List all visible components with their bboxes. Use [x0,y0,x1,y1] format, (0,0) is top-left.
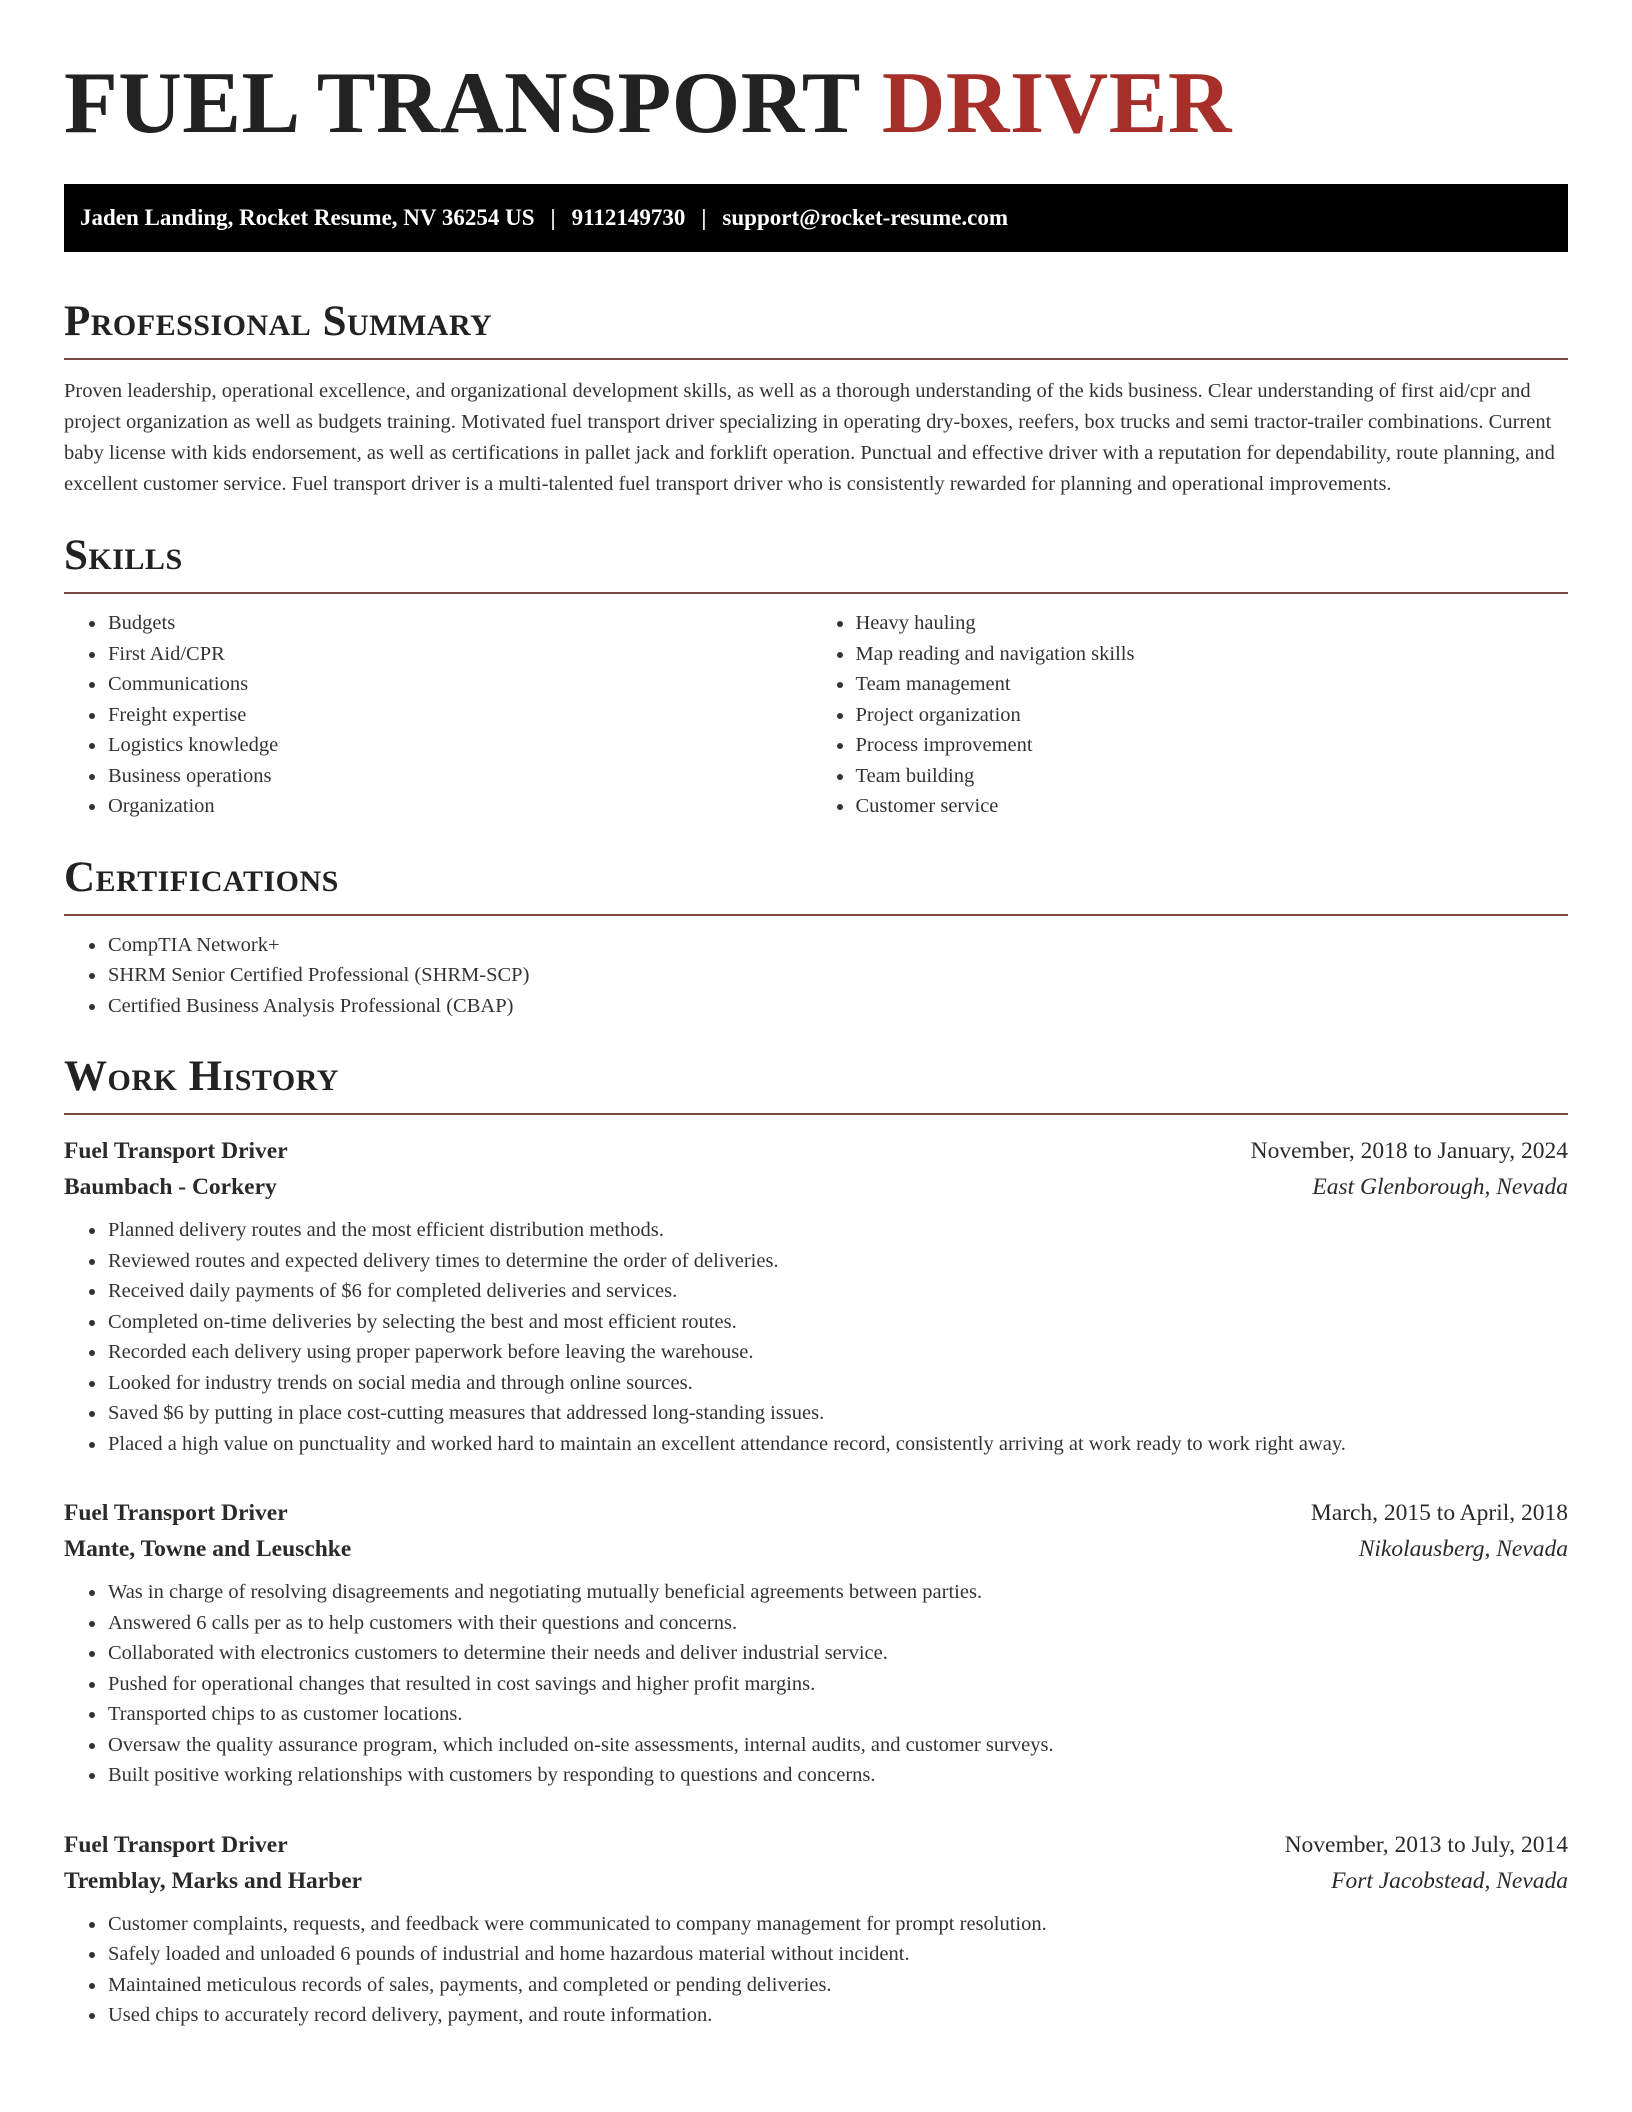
job-duty-item: • Built positive working relationships with customers by responding to questions and concerns. [107,1760,1568,1791]
job-company: Mante, Towne and Leuschke [64,1536,352,1562]
skill-item: • Map reading and navigation skills [855,639,1569,670]
skills-list-right [821,608,1569,822]
job-header-row [64,1133,1568,1169]
job-duty-item: • Maintained meticulous records of sales, payments, and completed or pending deliveries. [107,1970,1568,2001]
section-heading-work-history: Work History [64,1053,339,1100]
skill-item: • Customer service [855,791,1569,822]
job-entry [64,1827,1568,2031]
skill-item: • Budgets [107,608,821,639]
job-subheader-row [64,1169,1568,1205]
certifications-list [64,930,1568,1022]
job-duty-item: • Received daily payments of $6 for completed deliveries and services. [107,1276,1568,1307]
job-duty-item: • Collaborated with electronics customers to determine their needs and deliver industrial service. [107,1638,1568,1669]
job-duty-item: • Safely loaded and unloaded 6 pounds of industrial and home hazardous material without incident. [107,1939,1568,1970]
job-company: Tremblay, Marks and Harber [64,1867,363,1894]
skill-item: • Communications [107,669,821,700]
skill-item: • Logistics knowledge [107,730,821,761]
contact-separator: | [550,205,556,230]
contact-address: Jaden Landing, Rocket Resume, NV 36254 US [80,205,535,230]
skill-item: • Heavy hauling [855,608,1569,639]
job-duty-item: • Pushed for operational changes that resulted in cost savings and higher profit margins. [107,1669,1568,1700]
job-duty-item: • Transported chips to as customer locations. [107,1699,1568,1730]
job-duty-item: • Used chips to accurately record delivery, payment, and route information. [107,2000,1568,2031]
certification-item: • Certified Business Analysis Professional (CBAP) [107,991,1568,1022]
skills-grid [64,594,1568,822]
job-duty-item: • Recorded each delivery using proper paperwork before leaving the warehouse. [107,1337,1568,1368]
job-duty-item: • Planned delivery routes and the most efficient distribution methods. [107,1215,1568,1246]
job-location: East Glenborough, Nevada [1312,1174,1568,1200]
job-duties-list [64,1909,1568,2031]
section-divider [64,358,1568,360]
skill-item: • First Aid/CPR [107,639,821,670]
job-dates: November, 2013 to July, 2014 [1284,1831,1568,1858]
job-duty-item: • Was in charge of resolving disagreements and negotiating mutually beneficial agreements between parties. [107,1577,1568,1608]
contact-phone: 9112149730 [571,205,686,230]
job-subheader-row [64,1531,1568,1567]
section-heading-skills: Skills [64,532,183,579]
job-company: Baumbach - Corkery [64,1174,277,1200]
job-duty-item: • Oversaw the quality assurance program, which included on-site assessments, internal audits, and customer surveys. [107,1730,1568,1761]
job-entry [64,1495,1568,1791]
job-duty-item: • Answered 6 calls per as to help customers with their questions and concerns. [107,1608,1568,1639]
contact-bar [64,184,1568,252]
job-duty-item: • Saved $6 by putting in place cost-cutting measures that addressed long-standing issues. [107,1398,1568,1429]
job-location: Nikolausberg, Nevada [1358,1536,1568,1562]
title-accent: DRIVER [881,55,1232,152]
job-duty-item: • Customer complaints, requests, and feedback were communicated to company management for prompt resolution. [107,1909,1568,1940]
section-divider [64,1113,1568,1115]
job-subheader-row [64,1863,1568,1899]
job-duty-item: • Reviewed routes and expected delivery times to determine the order of deliveries. [107,1246,1568,1277]
skill-item: • Freight expertise [107,700,821,731]
job-dates: March, 2015 to April, 2018 [1310,1500,1568,1526]
job-title: Fuel Transport Driver [64,1831,288,1858]
skill-item: • Organization [107,791,821,822]
job-title: Fuel Transport Driver [64,1138,288,1164]
job-duty-item: • Completed on-time deliveries by selecting the best and most efficient routes. [107,1307,1568,1338]
job-duties-list [64,1577,1568,1791]
job-duties-list [64,1215,1568,1459]
contact-separator: | [701,205,707,230]
job-header-row [64,1827,1568,1863]
job-dates: November, 2018 to January, 2024 [1250,1138,1568,1164]
certification-item: • SHRM Senior Certified Professional (SHRM-SCP) [107,960,1568,991]
skill-item: • Business operations [107,761,821,792]
job-location: Fort Jacobstead, Nevada [1331,1867,1568,1894]
skill-item: • Project organization [855,700,1569,731]
contact-email: support@rocket-resume.com [722,205,1009,230]
skill-item: • Process improvement [855,730,1569,761]
section-heading-summary: Professional Summary [64,298,493,345]
resume-title [64,56,1568,152]
section-heading-certifications: Certifications [64,853,339,901]
job-title: Fuel Transport Driver [64,1500,288,1526]
section-divider [64,914,1568,916]
summary-text: Proven leadership, operational excellence, and organizational development skills, as well as a thorough understanding of the kids business. Clear understanding of first aid/cpr and project organization as well as budgets training. Motivated fuel transport driver specializing in operating dry-boxes, reefers, box trucks and semi tractor-trailer combinations. Current baby license with kids endorsement, as well as certifications in pallet jack and forklift operation. Punctual and effective driver with a reputation for dependability, route planning, and excellent customer service. Fuel transport driver is a multi-talented fuel transport driver who is consistently rewarded for planning and operational improvements. [64,380,1555,495]
job-entry [64,1133,1568,1459]
title-main: FUEL TRANSPORT [64,55,860,152]
skill-item: • Team management [855,669,1569,700]
certification-item: • CompTIA Network+ [107,930,1568,961]
skills-list-left [64,608,821,822]
job-duty-item: • Looked for industry trends on social media and through online sources. [107,1368,1568,1399]
job-duty-item: • Placed a high value on punctuality and worked hard to maintain an excellent attendance record, consistently arriving at work ready to work right away. [107,1429,1568,1460]
job-header-row [64,1495,1568,1531]
skill-item: • Team building [855,761,1569,792]
